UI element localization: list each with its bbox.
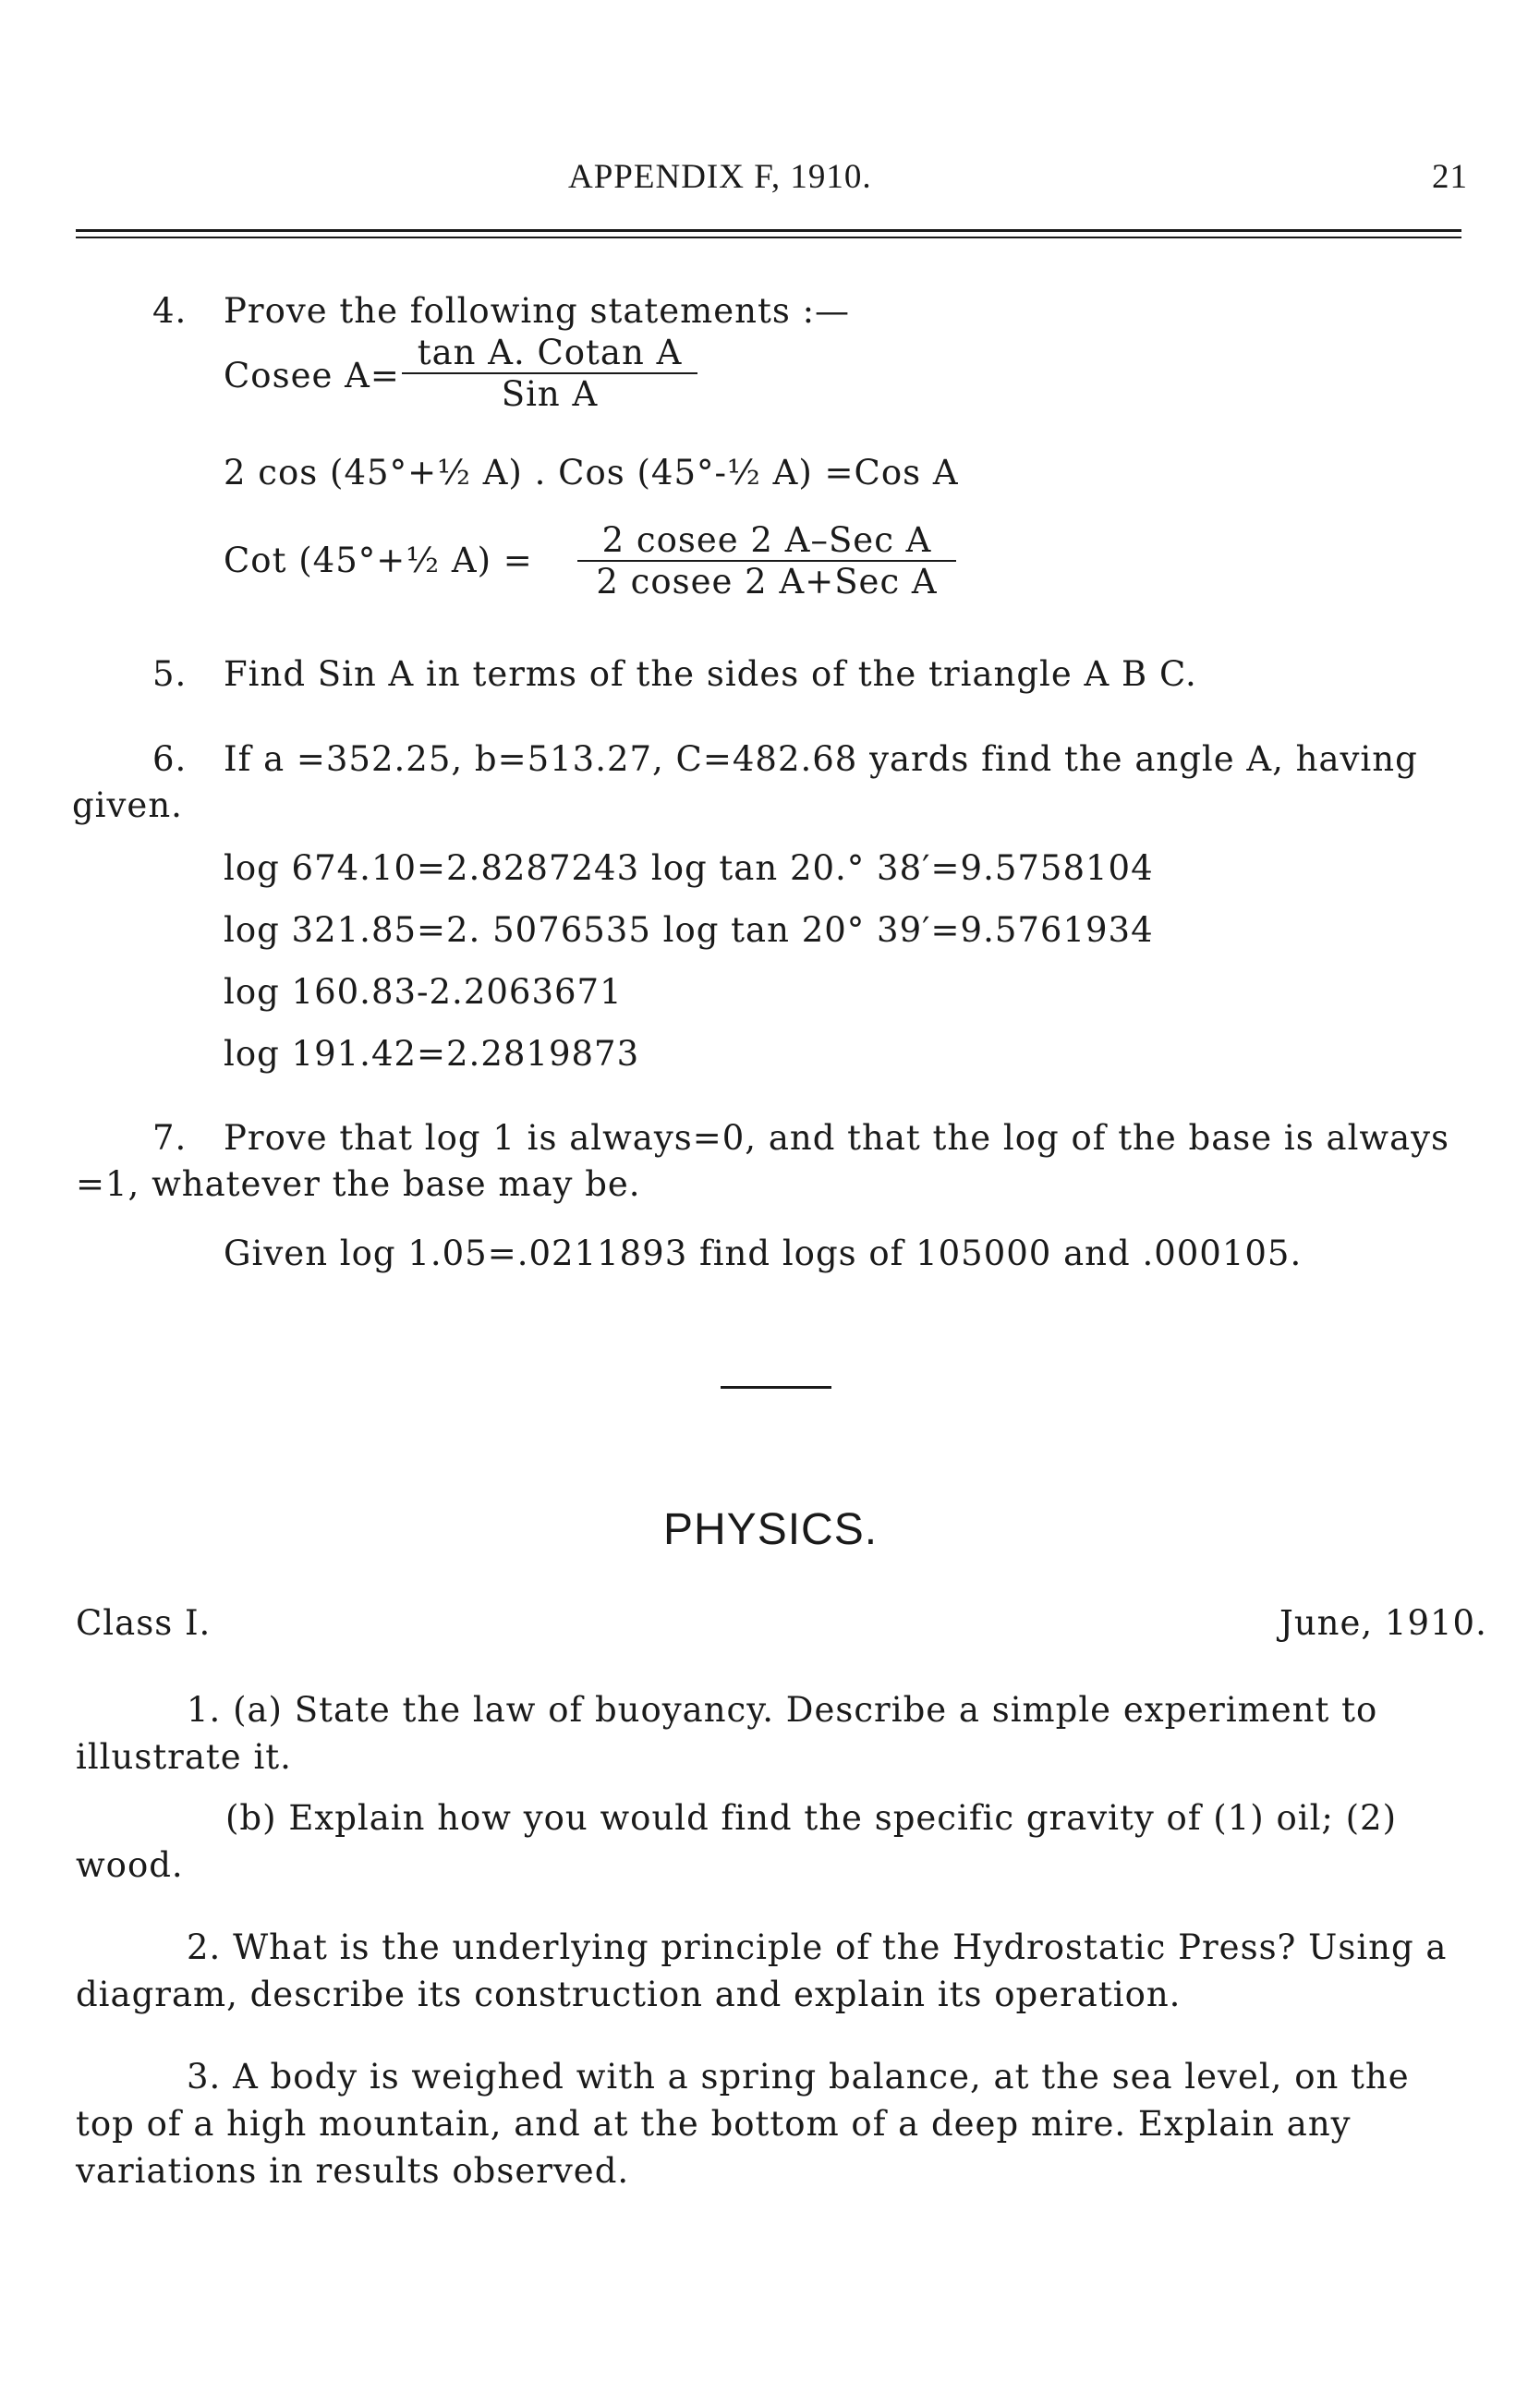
- class-label: Class I.: [76, 1603, 212, 1643]
- physics-question-1b: (b) Explain how you would find the specific gravity of (1) oil; (2) wood.: [76, 1798, 1398, 1885]
- header-rule-bottom: [76, 237, 1461, 238]
- equation-3-numerator: 2 cosee 2 A–Sec A: [601, 520, 932, 560]
- equation-2: 2 cos (45°+½ A) . Cos (45°-½ A) =Cos A: [224, 453, 959, 492]
- question-7-line-1: Prove that log 1 is always=0, and that the log of the base is always: [224, 1118, 1450, 1158]
- question-6-number: 6.: [152, 739, 188, 779]
- section-title-physics: PHYSICS.: [663, 1505, 879, 1554]
- page-number: 21: [1432, 158, 1468, 196]
- question-6-line-1: If a =352.25, b=513.27, C=482.68 yards find the angle A, having: [224, 739, 1418, 779]
- physics-question-1a: 1. (a) State the law of buoyancy. Describe a simple experiment to illustrate it.: [76, 1690, 1378, 1777]
- equation-1-fraction: [402, 333, 697, 414]
- question-7-line-2: =1, whatever the base may be.: [76, 1164, 641, 1204]
- header-rule-top: [76, 229, 1461, 232]
- question-4-number: 4.: [152, 291, 188, 331]
- question-4-intro: Prove the following statements :—: [224, 291, 851, 331]
- log-value-line: log 321.85=2. 5076535 log tan 20° 39′=9.5761934: [224, 910, 1154, 950]
- question-6-line-2: given.: [72, 785, 183, 825]
- equation-3-fraction: [577, 520, 956, 602]
- equation-1-denominator: Sin A: [501, 374, 599, 414]
- log-value-line: log 191.42=2.2819873: [224, 1034, 640, 1074]
- section-divider: [721, 1386, 831, 1389]
- log-value-line: log 674.10=2.8287243 log tan 20.° 38′=9.5758104: [224, 848, 1154, 888]
- log-value-line: log 160.83-2.2063671: [224, 972, 623, 1012]
- equation-1-numerator: tan A. Cotan A: [417, 333, 683, 372]
- physics-question-3: 3. A body is weighed with a spring balance, at the sea level, on the top of a high mountain, and at the bottom of a deep mire. Explain any variations in results observed.: [76, 2057, 1410, 2191]
- question-5-text: Find Sin A in terms of the sides of the triangle A B C.: [224, 654, 1197, 694]
- equation-3-denominator: 2 cosee 2 A+Sec A: [596, 562, 938, 602]
- question-7-number: 7.: [152, 1118, 188, 1158]
- equation-3-left: Cot (45°+½ A) =: [224, 541, 533, 580]
- question-7-line-3: Given log 1.05=.0211893 find logs of 105000 and .000105.: [224, 1234, 1303, 1273]
- physics-question-2: 2. What is the underlying principle of the Hydrostatic Press? Using a diagram, describe its construction and explain its operation.: [76, 1927, 1448, 2014]
- running-header-title: APPENDIX F, 1910.: [568, 158, 872, 196]
- question-5-number: 5.: [152, 654, 188, 694]
- exam-date: June, 1910.: [1279, 1603, 1487, 1643]
- equation-1-left: Cosee A=: [224, 356, 400, 395]
